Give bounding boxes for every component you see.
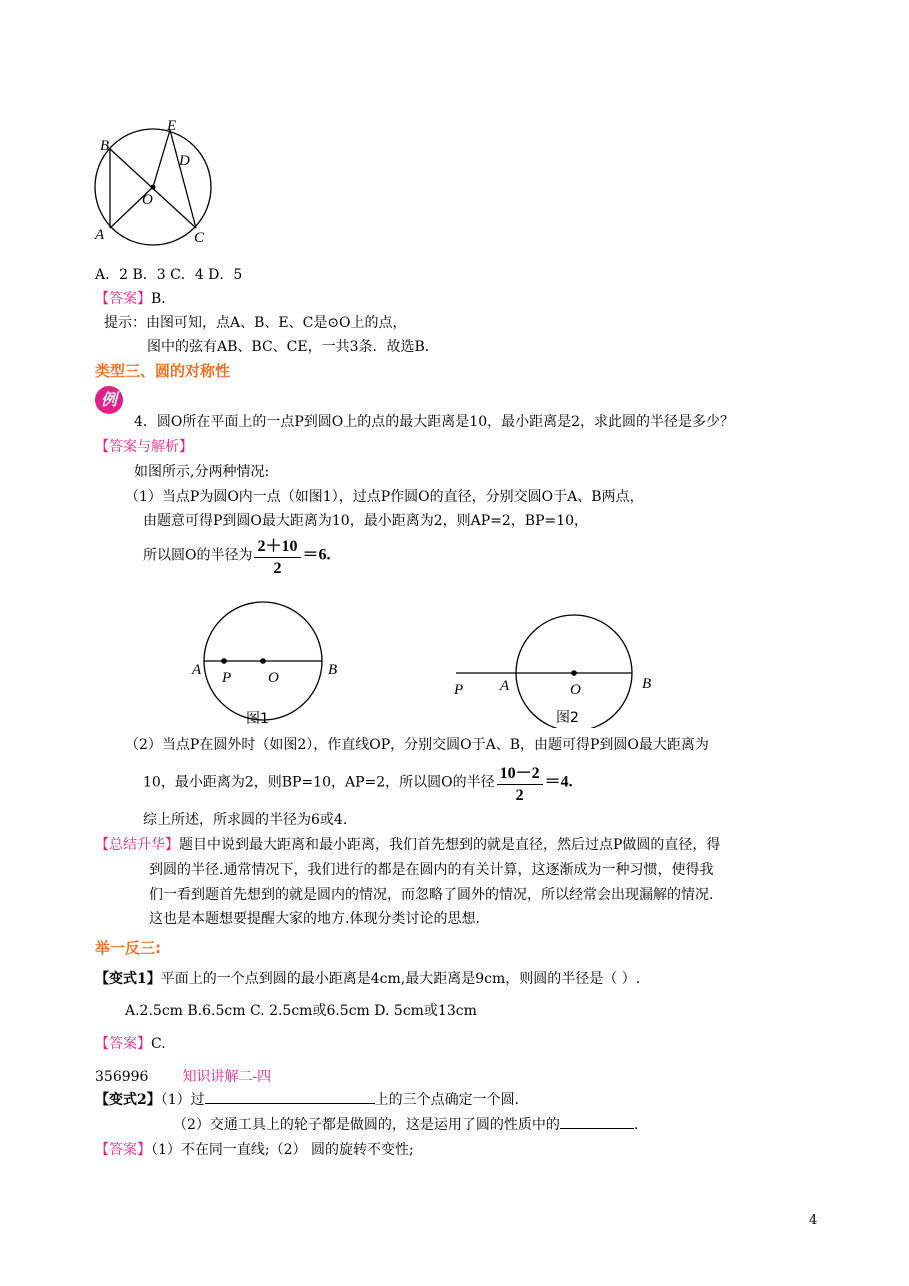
answer-analysis-tag: 【答案与解析】	[95, 439, 193, 455]
variant-2-part-2: （2）交通工具上的轮子都是做圆的，这是运用了圆的性质中的 .	[173, 1117, 639, 1133]
hint-line-2: 图中的弦有AB、BC、CE，一共3条．故选B．	[147, 339, 439, 355]
solution-line-4: 所以圆O的半径为 $\frac{2+10}{2}$ ＝6.	[143, 533, 331, 578]
fraction-2: $\frac{10-2}{2}$	[497, 760, 543, 805]
circle-chords-figure	[88, 112, 218, 252]
fig2-label-a: A	[500, 678, 510, 694]
figure-2	[450, 608, 660, 728]
label-o: O	[142, 192, 153, 208]
hint-line-1: 提示：由图可知，点A、B、E、C是⊙O上的点，	[104, 315, 407, 331]
solution-line-5: （2）当点P在圆外时（如图2），作直线OP，分别交圆O于A、B，由题可得P到圆O最大距离为	[125, 737, 709, 753]
video-ref	[95, 1066, 271, 1086]
answer-tag: 【答案】	[95, 291, 151, 307]
variant-1: 【变式1】平面上的一个点到圆的最小距离是4cm,最大距离是9cm，则圆的半径是（ ）.	[95, 971, 641, 987]
section-heading: 类型三、圆的对称性	[95, 362, 231, 380]
label-a: A	[95, 227, 105, 243]
fig2-label-b: B	[642, 676, 652, 692]
variant-2-answer: 【答案】（1）不在同一直线;（2） 圆的旋转不变性;	[95, 1142, 414, 1158]
page-number: 4	[809, 1213, 818, 1228]
practice-heading: 举一反三:	[95, 939, 161, 957]
variant-2-tag: 【变式2】	[95, 1092, 161, 1108]
label-d: D	[179, 153, 190, 169]
fraction-1: $\frac{2+10}{2}$	[254, 533, 300, 578]
question-4: 4．圆O所在平面上的一点P到圆O上的点的最大距离是10，最小距离是2，求此圆的半径是多少？	[134, 414, 735, 430]
variant-1-tag: 【变式1】	[95, 971, 161, 987]
summary-line-1: 【总结升华】题目中说到最大距离和最小距离，我们首先想到的就是直径，然后过点P做圆的直径，得	[95, 837, 721, 853]
summary-tag: 【总结升华】	[95, 837, 179, 853]
fig1-label-o: O	[268, 670, 279, 686]
summary-line-2: 到圆的半径.通常情况下，我们进行的都是在圆内的有关计算，这逐渐成为一种习惯，使得我	[149, 862, 714, 878]
fig1-caption: 图1	[246, 711, 269, 727]
solution-line-7: 综上所述，所求圆的半径为6或4.	[143, 812, 348, 828]
label-e: E	[167, 118, 177, 134]
example-badge: 例	[95, 386, 123, 414]
summary-line-4: 这也是本题想要提醒大家的地方.体现分类讨论的思想.	[149, 911, 480, 927]
fig2-label-p: P	[454, 682, 464, 698]
summary-line-3: 们一看到题首先想到的就是圆内的情况，而忽略了圆外的情况，所以经常会出现漏解的情况.	[149, 887, 714, 903]
blank-2	[560, 1128, 634, 1129]
fig1-label-a: A	[192, 662, 202, 678]
variant-1-answer: 【答案】C.	[95, 1036, 166, 1052]
label-c: C	[194, 230, 205, 246]
options-line: A．2 B．3 C．4 D．5	[95, 267, 243, 283]
blank-1	[205, 1103, 375, 1104]
variant-2-part-1: 【变式2】（1）过 上的三个点确定一个圆．	[95, 1092, 529, 1108]
solution-line-6: 10，最小距离为2，则BP=10，AP=2，所以圆O的半径 $\frac{10-2}{2}$ ＝4.	[143, 760, 573, 805]
fig1-label-p: P	[222, 670, 232, 686]
variant-1-options: A.2.5cm B.6.5cm C. 2.5cm或6.5cm D. 5cm或13cm	[125, 1003, 477, 1019]
label-b: B	[100, 138, 110, 154]
solution-line-1: 如图所示,分两种情况:	[134, 464, 270, 480]
answer-1	[95, 288, 166, 308]
video-title-link[interactable]: 知识讲解二-四	[182, 1069, 272, 1085]
answer-text: B.	[151, 291, 166, 307]
fig1-label-b: B	[328, 662, 338, 678]
solution-line-2: （1）当点P为圆O内一点（如图1），过点P作圆O的直径，分别交圆O于A、B两点，	[125, 489, 644, 505]
fig2-caption: 图2	[556, 710, 579, 726]
fig2-label-o: O	[570, 682, 581, 698]
video-id: 356996	[95, 1069, 149, 1085]
figure-1	[188, 600, 348, 730]
solution-line-3: 由题意可得P到圆O最大距离为10，最小距离为2，则AP=2，BP=10，	[143, 513, 589, 529]
